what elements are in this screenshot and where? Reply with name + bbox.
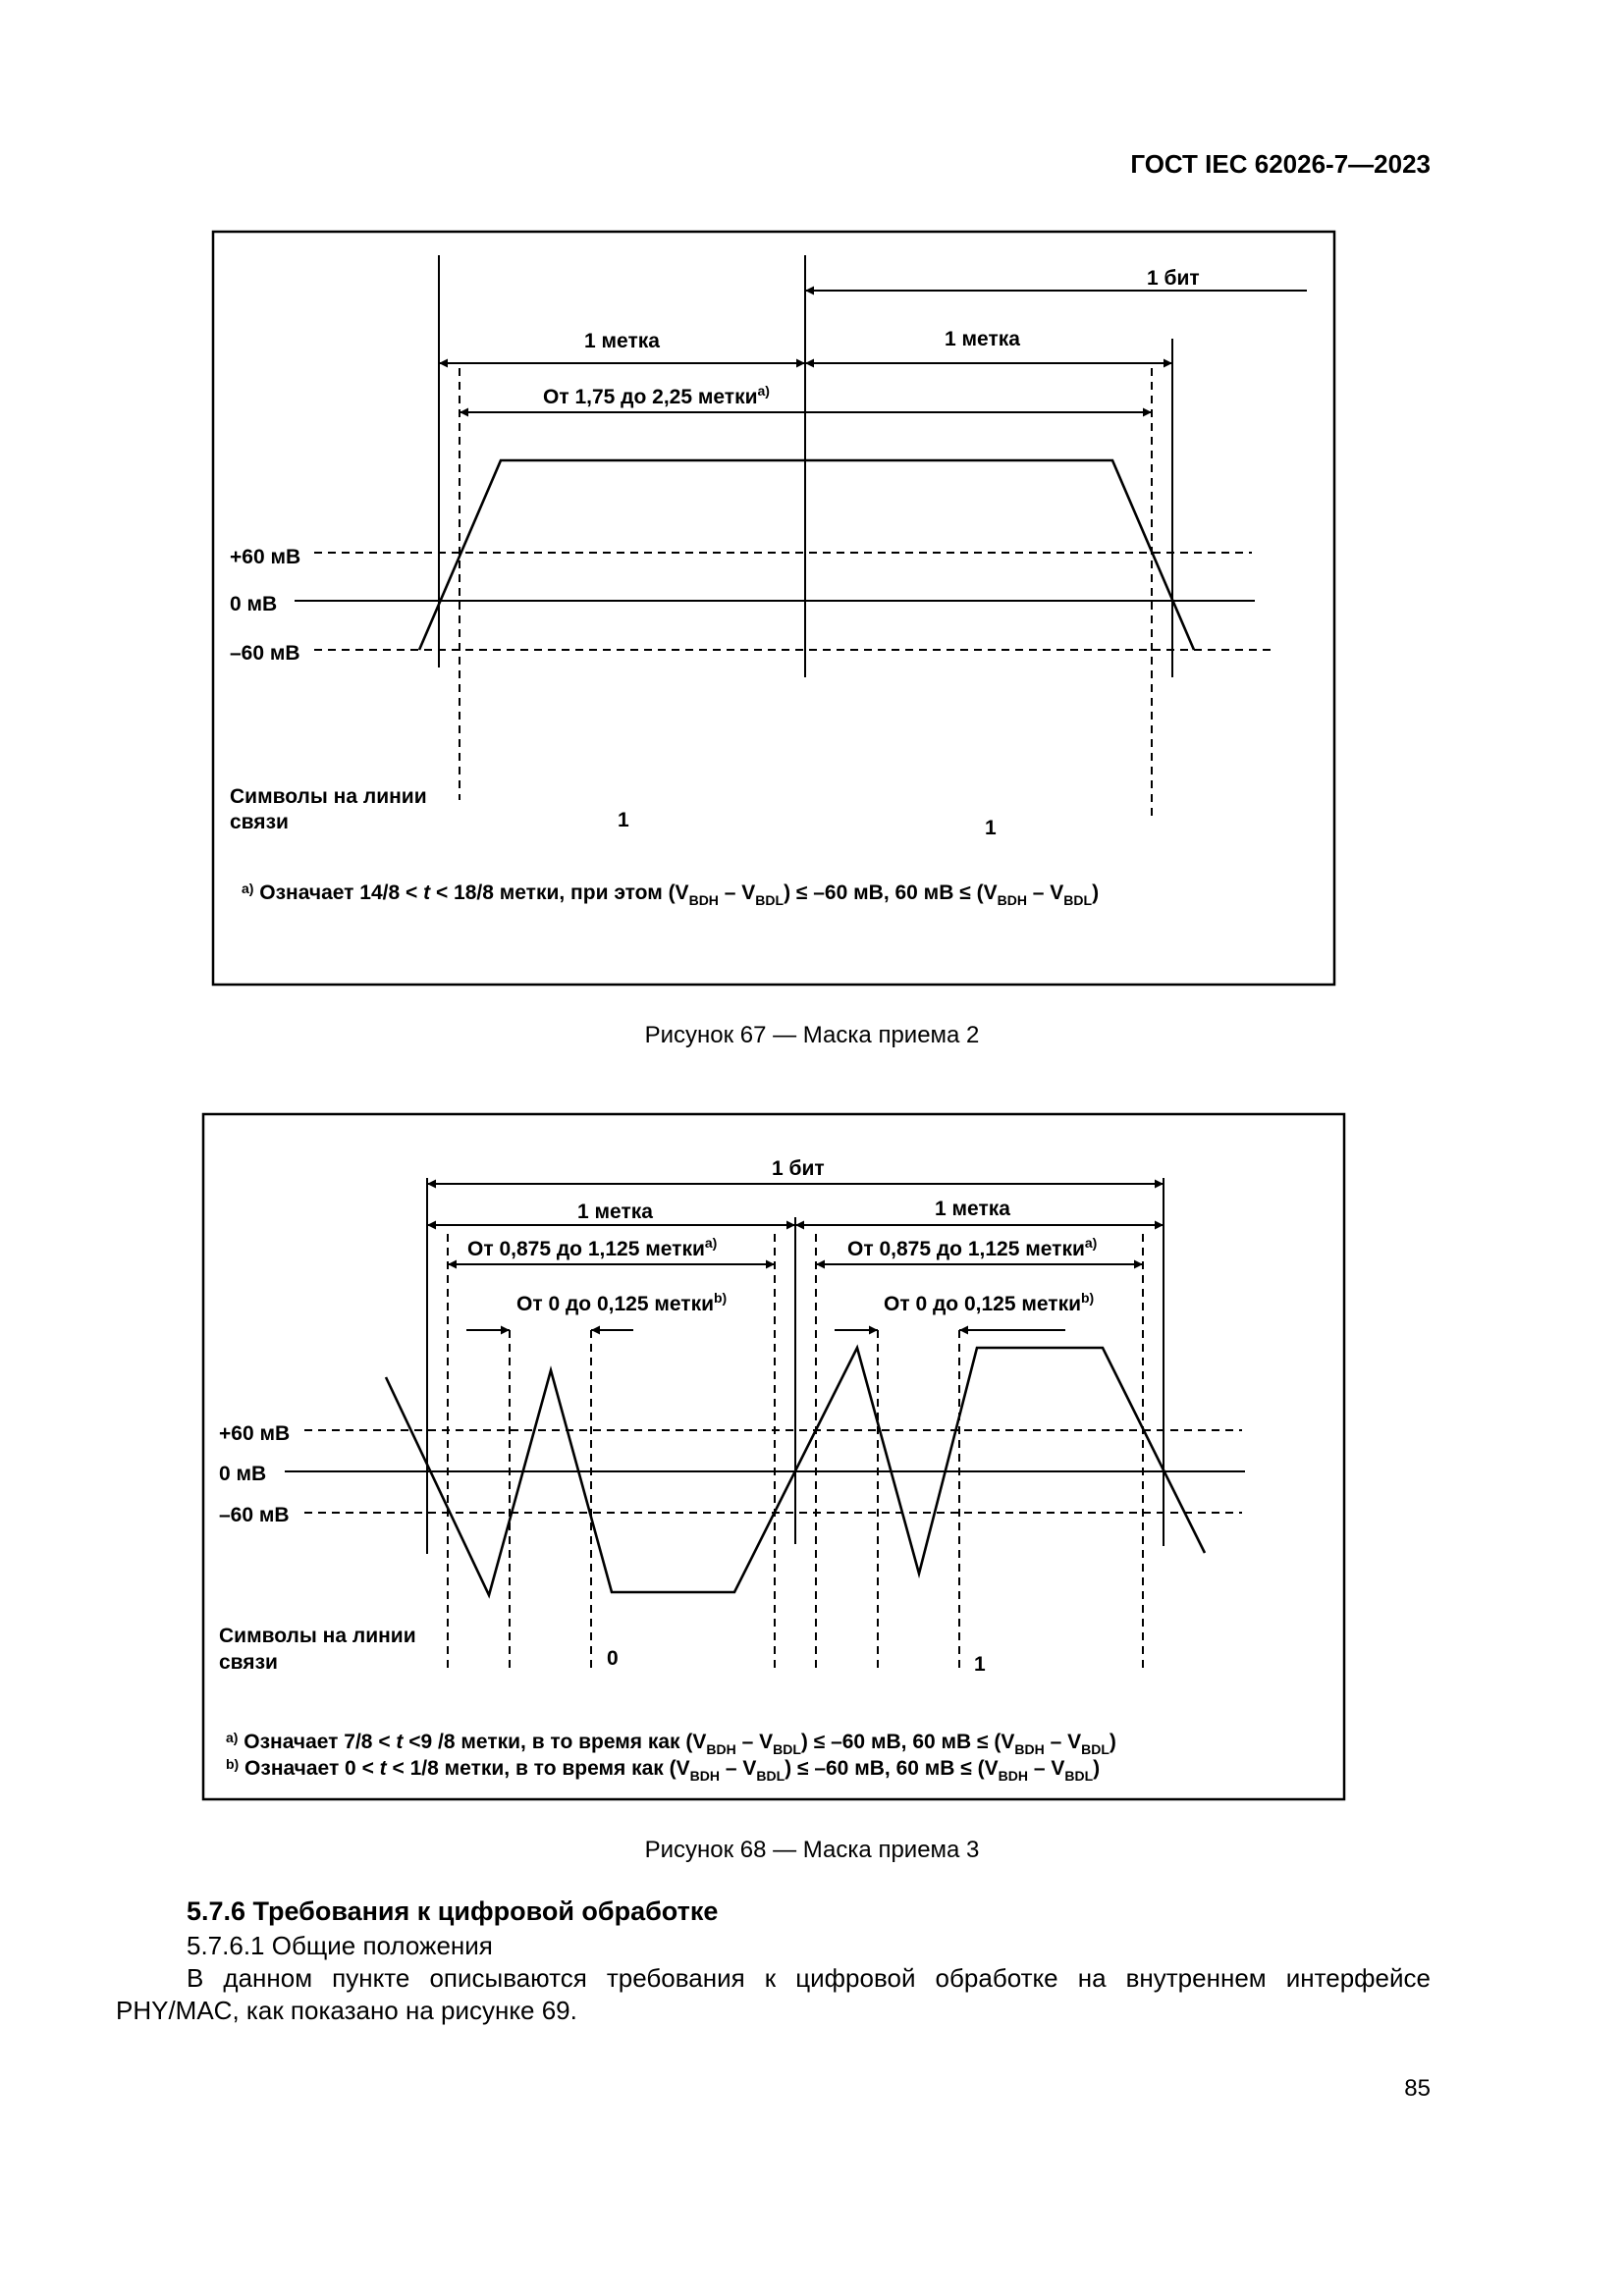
fig67-mark-right-label: 1 метка bbox=[945, 328, 1020, 350]
section-paragraph: В данном пункте описываются требования к цифровой обработке на внутреннем интерфейсе PHY/MAC, как показано на рисунке 69. bbox=[116, 1963, 1431, 2025]
figure-67-caption: Рисунок 67 — Маска приема 2 bbox=[644, 1022, 980, 1048]
fig67-symbol-1: 1 bbox=[618, 809, 629, 831]
fig68-range-left-label: От 0,875 до 1,125 метки$^{a)}$ bbox=[467, 1235, 718, 1260]
fig68-symbols-label-1: Символы на линии bbox=[219, 1625, 416, 1647]
fig68-note-b: $^{b)}$ Означает 0 < t < 1/8 метки, в то время как $(V_{BDH} - V_{BDL}) \le -60$ мВ, 60 мВ ≤ $(V_{BDH} - V_{BDL})$ bbox=[226, 1756, 1101, 1784]
fig68-range-right-label: От 0,875 до 1,125 метки$^{a)}$ bbox=[847, 1235, 1098, 1260]
figure-67 bbox=[213, 232, 1334, 985]
figure-67-frame bbox=[213, 232, 1334, 985]
subsection-title: 5.7.6.1 Общие положения bbox=[187, 1931, 493, 1960]
fig68-level-label-minus60: –60 мВ bbox=[219, 1504, 290, 1526]
fig68-level-label-zero: 0 мВ bbox=[219, 1463, 267, 1485]
fig68-symbols-label-2: связи bbox=[219, 1651, 278, 1674]
fig68-bit-label: 1 бит bbox=[772, 1157, 825, 1180]
fig68-small-right-label: От 0 до 0,125 метки$^{b)}$ bbox=[884, 1290, 1095, 1315]
fig67-symbols-label-1: Символы на линии bbox=[230, 785, 427, 808]
figure-68 bbox=[203, 1114, 1344, 1799]
fig67-waveform bbox=[419, 460, 1194, 650]
fig67-symbols-label-2: связи bbox=[230, 811, 289, 833]
fig67-level-label-minus60: –60 мВ bbox=[230, 642, 300, 665]
fig67-level-label-plus60: +60 мВ bbox=[230, 546, 301, 568]
fig67-mark-left-label: 1 метка bbox=[584, 330, 660, 352]
fig67-bit-label: 1 бит bbox=[1147, 267, 1200, 290]
fig67-note: $^{a)}$ Означает 14/8 < t < 18/8 метки, при этом $(V_{BDH} - V_{BDL}) \le -60$ мВ, 60 мВ ≤ $(V_{BDH} - V_{BDL})$ bbox=[242, 881, 1100, 908]
fig68-small-left-label: От 0 до 0,125 метки$^{b)}$ bbox=[516, 1290, 728, 1315]
fig68-mark-left-label: 1 метка bbox=[577, 1201, 653, 1223]
fig67-symbol-2: 1 bbox=[985, 817, 997, 839]
document-header: ГОСТ IEC 62026-7—2023 bbox=[1130, 149, 1431, 179]
fig68-level-label-plus60: +60 мВ bbox=[219, 1422, 291, 1445]
section-title: 5.7.6 Требования к цифровой обработке bbox=[187, 1896, 719, 1926]
fig68-symbol-1: 0 bbox=[607, 1647, 619, 1670]
fig68-symbol-2: 1 bbox=[974, 1653, 986, 1676]
fig68-note-a: $^{a)}$ Означает 7/8 < t <9 /8 метки, в то время как $(V_{BDH} - V_{BDL}) \le -60$ мВ, 60 мВ ≤ $(V_{BDH} - V_{BDL})$ bbox=[226, 1730, 1116, 1757]
fig67-range-label: От 1,75 до 2,25 метки$^{a)}$ bbox=[543, 383, 770, 408]
figure-68-caption: Рисунок 68 — Маска приема 3 bbox=[644, 1837, 980, 1863]
fig67-level-label-zero: 0 мВ bbox=[230, 593, 278, 615]
page-number: 85 bbox=[1404, 2075, 1431, 2102]
fig68-mark-right-label: 1 метка bbox=[935, 1198, 1010, 1220]
